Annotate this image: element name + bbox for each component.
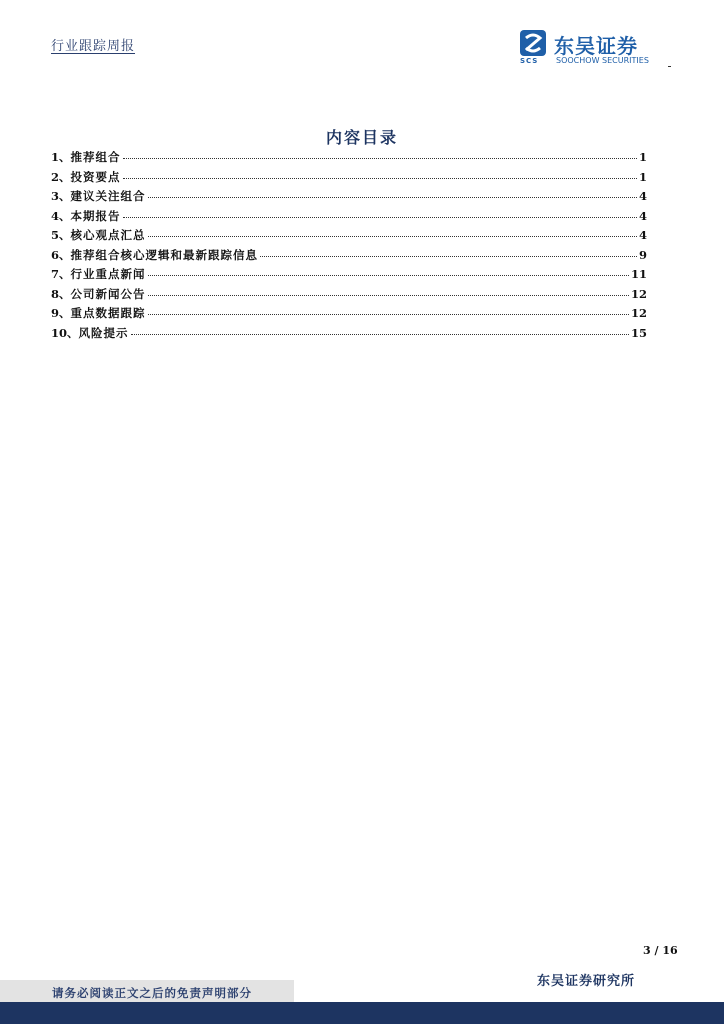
toc-entry-label: 公司新闻公告 xyxy=(70,286,146,301)
toc-entry-page: 12 xyxy=(630,306,647,320)
toc-dot-leader xyxy=(123,158,637,159)
logo-abbreviation: SCS xyxy=(520,57,539,65)
toc-entry-number: 3、 xyxy=(51,189,71,203)
footer-bar xyxy=(0,1002,724,1024)
toc-dot-leader xyxy=(131,334,629,335)
disclaimer-text: 请务必阅读正文之后的免责声明部分 xyxy=(52,986,252,1000)
toc-dot-leader xyxy=(148,295,629,296)
toc-entry-label: 风险提示 xyxy=(78,325,129,340)
toc-dot-leader xyxy=(148,314,629,315)
toc-entry-label: 投资要点 xyxy=(70,169,121,184)
toc-entry-number: 7、 xyxy=(51,267,71,281)
institute-name: 东吴证券研究所 xyxy=(537,974,636,989)
toc-entry-number: 2、 xyxy=(51,169,71,184)
toc-entry-label: 本期报告 xyxy=(70,208,121,223)
logo-chinese-name: 东吴证券 xyxy=(554,34,638,58)
toc-entry-number: 9、 xyxy=(51,306,71,320)
soochow-logo-icon xyxy=(520,30,546,56)
toc-title: 内容目录 xyxy=(325,128,398,147)
toc-entry-page: 4 xyxy=(638,189,647,203)
toc-entry-label: 推荐组合 xyxy=(70,150,121,164)
toc-entry-page: 11 xyxy=(630,267,647,281)
logo-english-name: SOOCHOW SECURITIES xyxy=(556,56,649,65)
toc-entry[interactable] xyxy=(51,266,647,286)
toc-dot-leader xyxy=(148,236,637,237)
toc-entry[interactable] xyxy=(51,149,647,169)
toc-entry-page: 1 xyxy=(638,169,647,184)
toc-dot-leader xyxy=(260,256,637,257)
toc-entry-label: 建议关注组合 xyxy=(70,189,146,203)
company-logo xyxy=(520,30,670,66)
toc-entry-label: 推荐组合核心逻辑和最新跟踪信息 xyxy=(70,247,259,262)
toc-entry[interactable] xyxy=(51,169,647,189)
toc-dot-leader xyxy=(123,178,637,179)
page-number: 3 / 16 xyxy=(643,944,678,957)
report-type-label: 行业跟踪周报 xyxy=(51,39,136,54)
toc-entry-label: 行业重点新闻 xyxy=(70,267,146,281)
toc-entry-page: 12 xyxy=(630,286,647,301)
header-dash xyxy=(668,66,671,67)
toc-entry-label: 核心观点汇总 xyxy=(70,228,146,242)
toc-entry[interactable] xyxy=(51,286,647,306)
toc-entry-page: 9 xyxy=(638,247,647,262)
toc-entry[interactable] xyxy=(51,227,647,247)
toc-entry-page: 15 xyxy=(630,325,647,340)
toc-entry[interactable] xyxy=(51,325,647,345)
toc-entry[interactable] xyxy=(51,247,647,267)
toc-entry-number: 10、 xyxy=(51,325,79,340)
toc-entry-page: 4 xyxy=(638,228,647,242)
toc-entry-number: 5、 xyxy=(51,228,71,242)
toc-entry-page: 4 xyxy=(638,208,647,223)
toc-dot-leader xyxy=(148,197,637,198)
toc-entry-number: 6、 xyxy=(51,247,71,262)
toc-entry-number: 4、 xyxy=(51,208,71,223)
toc-entry-page: 1 xyxy=(638,150,647,164)
toc-entry[interactable] xyxy=(51,305,647,325)
toc-entry-number: 1、 xyxy=(51,150,71,164)
toc-entry[interactable] xyxy=(51,208,647,228)
toc-entry[interactable] xyxy=(51,188,647,208)
toc-dot-leader xyxy=(123,217,637,218)
toc-entry-label: 重点数据跟踪 xyxy=(70,306,146,320)
toc-entry-number: 8、 xyxy=(51,286,71,301)
toc-dot-leader xyxy=(148,275,629,276)
table-of-contents xyxy=(51,149,647,344)
